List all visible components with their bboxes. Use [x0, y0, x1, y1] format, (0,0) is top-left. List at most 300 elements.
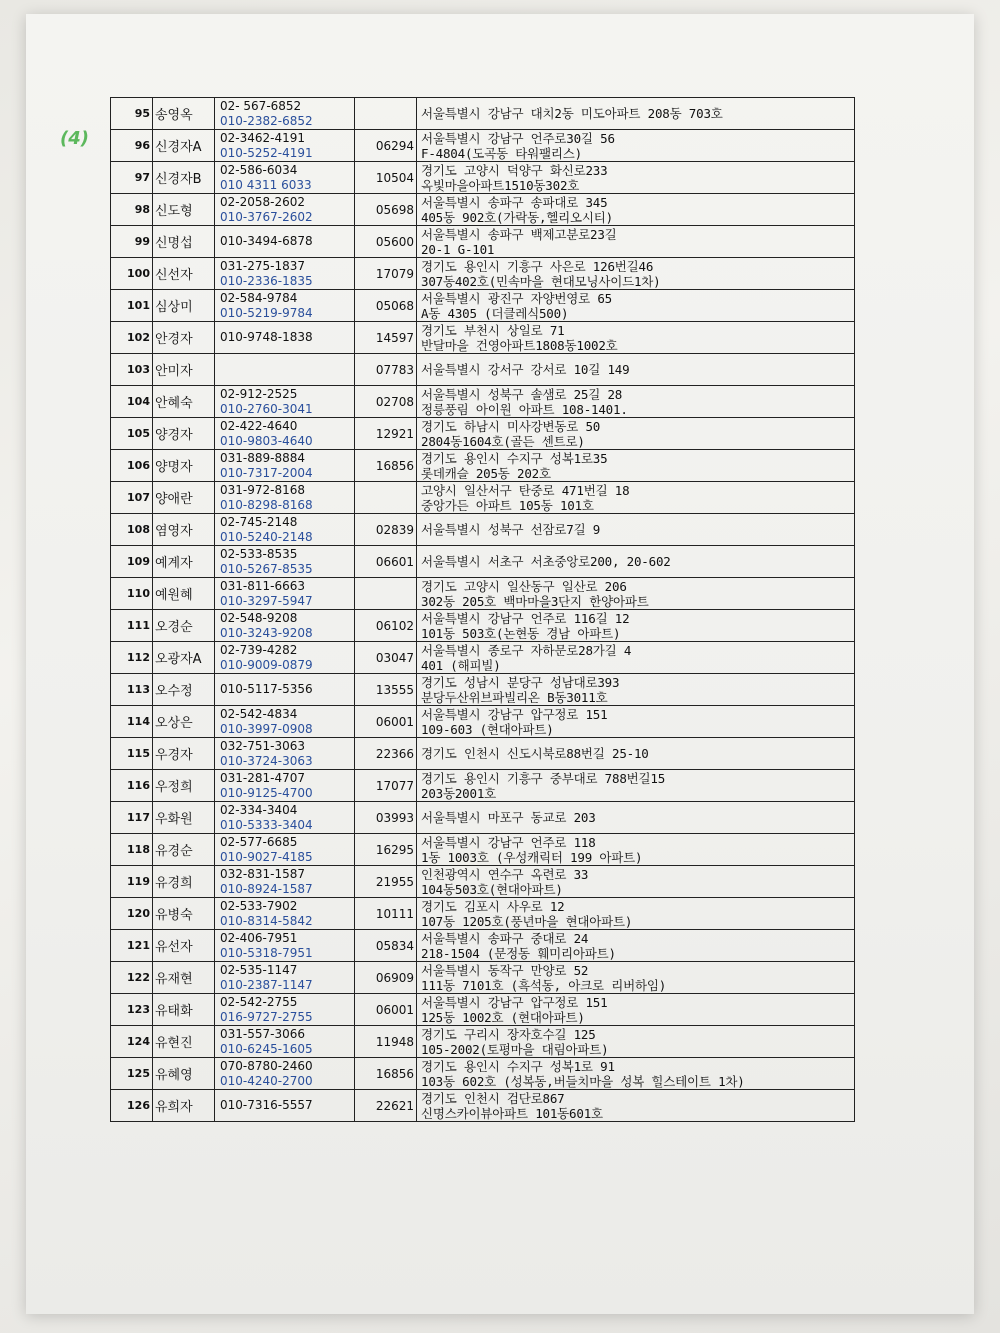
- row-number: 102: [111, 322, 153, 354]
- address-line-2: 신명스카이뷰아파트 101동601호: [421, 1105, 603, 1121]
- row-number: 124: [111, 1026, 153, 1058]
- address-line-2: 103동 602호 (성복동,버들치마을 성복 힐스테이트 1차): [421, 1073, 745, 1089]
- postal-code: 05600: [355, 226, 417, 258]
- postal-code: [355, 482, 417, 514]
- phone-primary: 032-831-1587: [220, 866, 306, 881]
- address-line-1: 서울특별시 송파구 백제고분로23길: [421, 226, 617, 242]
- table-row: [111, 738, 855, 770]
- address-line-2: 107동 1205호(풍년마을 현대아파트): [421, 913, 633, 929]
- phone-cell: [215, 1090, 355, 1122]
- phone-cell: [215, 770, 355, 802]
- address-line-1: 경기도 김포시 사우로 12: [421, 898, 565, 914]
- postal-code: 10111: [355, 898, 417, 930]
- phone-primary: 02-577-6685: [220, 834, 298, 849]
- contact-name: 유태화: [153, 994, 215, 1026]
- postal-code: 16295: [355, 834, 417, 866]
- phone-mobile: 010-3243-9208: [220, 625, 313, 640]
- address-cell: [417, 674, 855, 706]
- phone-primary: 02- 567-6852: [220, 98, 302, 113]
- table-row: [111, 162, 855, 194]
- table-row: [111, 930, 855, 962]
- phone-mobile: 010-5333-3404: [220, 817, 313, 832]
- phone-primary: 02-535-1147: [220, 962, 298, 977]
- phone-cell: [215, 866, 355, 898]
- postal-code: [355, 578, 417, 610]
- phone-cell: [215, 802, 355, 834]
- address-line-2: 20-1 G-101: [421, 241, 495, 257]
- address-cell: [417, 386, 855, 418]
- phone-mobile: 010-8298-8168: [220, 497, 313, 512]
- contact-name: 오광자A: [153, 642, 215, 674]
- contact-name: 유혜영: [153, 1058, 215, 1090]
- phone-mobile: 010-5318-7951: [220, 945, 313, 960]
- phone-cell: [215, 98, 355, 130]
- address-line-2: 307동402호(민속마을 현대모닝사이드1차): [421, 273, 661, 289]
- address-line-2: 1동 1003호 (우성캐릭터 199 아파트): [421, 849, 643, 865]
- phone-primary: 02-3462-4191: [220, 130, 306, 145]
- address-line-1: 인천광역시 연수구 옥련로 33: [421, 866, 589, 882]
- phone-mobile: 010-5219-9784: [220, 305, 313, 320]
- contact-name: 안경자: [153, 322, 215, 354]
- phone-cell: [215, 1058, 355, 1090]
- contact-name: 유병숙: [153, 898, 215, 930]
- row-number: 118: [111, 834, 153, 866]
- contact-name: 양명자: [153, 450, 215, 482]
- address-cell: [417, 898, 855, 930]
- phone-cell: [215, 610, 355, 642]
- address-line-2: 125동 1002호 (현대아파트): [421, 1009, 585, 1025]
- address-line-1: 서울특별시 송파구 송파대로 345: [421, 194, 608, 210]
- table-row: [111, 578, 855, 610]
- phone-cell: [215, 898, 355, 930]
- table-row: [111, 322, 855, 354]
- table-row: [111, 226, 855, 258]
- postal-code: 02839: [355, 514, 417, 546]
- phone-mobile: 010-8924-1587: [220, 881, 313, 896]
- row-number: 113: [111, 674, 153, 706]
- contact-name: 양애란: [153, 482, 215, 514]
- row-number: 126: [111, 1090, 153, 1122]
- address-line-1: 경기도 고양시 덕양구 화신로233: [421, 162, 608, 178]
- phone-cell: [215, 706, 355, 738]
- address-line-2: 분당두산위브파빌리온 B동3011호: [421, 689, 608, 705]
- postal-code: 11948: [355, 1026, 417, 1058]
- address-line-1: 경기도 용인시 기흥구 사은로 126번길46: [421, 258, 654, 274]
- postal-code: 16856: [355, 1058, 417, 1090]
- contact-name: 신경자B: [153, 162, 215, 194]
- row-number: 106: [111, 450, 153, 482]
- address-line-2: 203동2001호: [421, 785, 497, 801]
- table-row: [111, 674, 855, 706]
- phone-primary: 070-8780-2460: [220, 1058, 313, 1073]
- phone-primary: 031-281-4707: [220, 770, 306, 785]
- row-number: 115: [111, 738, 153, 770]
- phone-primary: 031-557-3066: [220, 1026, 306, 1041]
- phone-mobile: 010-9027-4185: [220, 849, 313, 864]
- row-number: 104: [111, 386, 153, 418]
- address-cell: [417, 1058, 855, 1090]
- address-line-2: 정릉풍림 아이원 아파트 108-1401.: [421, 401, 628, 417]
- address-line-2: 401 (해피빌): [421, 657, 501, 673]
- phone-mobile: 010 4311 6033: [220, 177, 312, 192]
- phone-primary: 010-9748-1838: [220, 330, 313, 344]
- row-number: 109: [111, 546, 153, 578]
- address-line-2: 104동503호(현대아파트): [421, 881, 563, 897]
- postal-code: 21955: [355, 866, 417, 898]
- table-row: [111, 98, 855, 130]
- postal-code: 06909: [355, 962, 417, 994]
- address-cell: [417, 642, 855, 674]
- address-line-1: 경기도 인천시 신도시북로88번길 25-10: [421, 746, 649, 761]
- contact-name: 유선자: [153, 930, 215, 962]
- phone-primary: 010-3494-6878: [220, 234, 313, 248]
- row-number: 122: [111, 962, 153, 994]
- contact-name: 심상미: [153, 290, 215, 322]
- phone-mobile: 010-2336-1835: [220, 273, 313, 288]
- postal-code: 14597: [355, 322, 417, 354]
- row-number: 98: [111, 194, 153, 226]
- address-line-1: 서울특별시 강남구 압구정로 151: [421, 706, 608, 722]
- table-row: [111, 386, 855, 418]
- address-cell: [417, 706, 855, 738]
- phone-cell: [215, 738, 355, 770]
- address-cell: [417, 994, 855, 1026]
- address-cell: [417, 354, 855, 386]
- row-number: 123: [111, 994, 153, 1026]
- phone-cell: [215, 962, 355, 994]
- postal-code: 05698: [355, 194, 417, 226]
- phone-cell: [215, 354, 355, 386]
- row-number: 103: [111, 354, 153, 386]
- table-row: [111, 706, 855, 738]
- address-line-1: 경기도 구리시 장자호수길 125: [421, 1026, 596, 1042]
- address-line-2: 101동 503호(논현동 경남 아파트): [421, 625, 621, 641]
- address-cell: [417, 482, 855, 514]
- address-cell: [417, 1026, 855, 1058]
- phone-primary: 02-2058-2602: [220, 194, 306, 209]
- postal-code: 22621: [355, 1090, 417, 1122]
- phone-primary: 02-533-8535: [220, 546, 298, 561]
- row-number: 96: [111, 130, 153, 162]
- contact-name: 안미자: [153, 354, 215, 386]
- table-row: [111, 898, 855, 930]
- table-row: [111, 482, 855, 514]
- phone-mobile: 010-5252-4191: [220, 145, 313, 160]
- address-line-1: 고양시 일산서구 탄중로 471번길 18: [421, 482, 630, 498]
- contact-name: 신선자: [153, 258, 215, 290]
- contact-name: 신경자A: [153, 130, 215, 162]
- phone-cell: [215, 482, 355, 514]
- row-number: 105: [111, 418, 153, 450]
- phone-cell: [215, 994, 355, 1026]
- phone-mobile: 010-3767-2602: [220, 209, 313, 224]
- postal-code: 07783: [355, 354, 417, 386]
- contact-table: [110, 97, 855, 1122]
- address-line-1: 경기도 용인시 기흥구 중부대로 788번길15: [421, 770, 666, 786]
- phone-cell: [215, 578, 355, 610]
- phone-primary: 010-5117-5356: [220, 682, 313, 696]
- address-cell: [417, 322, 855, 354]
- phone-primary: 032-751-3063: [220, 738, 306, 753]
- phone-primary: 02-912-2525: [220, 386, 298, 401]
- contact-name: 유경희: [153, 866, 215, 898]
- contact-name: 예원혜: [153, 578, 215, 610]
- address-cell: [417, 258, 855, 290]
- address-cell: [417, 546, 855, 578]
- address-line-1: 경기도 용인시 수지구 성복1로 91: [421, 1058, 615, 1074]
- address-cell: [417, 194, 855, 226]
- address-line-2: A동 4305 (더클레식500): [421, 305, 569, 321]
- address-line-2: 109-603 (현대아파트): [421, 721, 554, 737]
- phone-mobile: 010-3297-5947: [220, 593, 313, 608]
- phone-cell: [215, 290, 355, 322]
- phone-cell: [215, 386, 355, 418]
- table-row: [111, 866, 855, 898]
- address-line-2: 반달마을 건영아파트1808동1002호: [421, 337, 618, 353]
- row-number: 107: [111, 482, 153, 514]
- postal-code: 06102: [355, 610, 417, 642]
- contact-name: 오경순: [153, 610, 215, 642]
- contact-name: 우화원: [153, 802, 215, 834]
- postal-code: 16856: [355, 450, 417, 482]
- table-row: [111, 418, 855, 450]
- phone-primary: 010-7316-5557: [220, 1098, 313, 1112]
- phone-mobile: 010-9009-0879: [220, 657, 313, 672]
- phone-primary: 02-542-4834: [220, 706, 298, 721]
- postal-code: 17079: [355, 258, 417, 290]
- table-row: [111, 450, 855, 482]
- address-line-1: 서울특별시 강서구 강서로 10길 149: [421, 362, 630, 377]
- phone-primary: 02-533-7902: [220, 898, 298, 913]
- address-line-1: 서울특별시 동작구 만양로 52: [421, 962, 589, 978]
- contact-name: 우경자: [153, 738, 215, 770]
- phone-primary: 031-275-1837: [220, 258, 306, 273]
- row-number: 100: [111, 258, 153, 290]
- postal-code: 05068: [355, 290, 417, 322]
- table-row: [111, 770, 855, 802]
- table-row: [111, 130, 855, 162]
- address-cell: [417, 162, 855, 194]
- phone-mobile: 010-8314-5842: [220, 913, 313, 928]
- address-line-2: 옥빛마을아파트1510동302호: [421, 177, 580, 193]
- phone-cell: [215, 834, 355, 866]
- phone-mobile: 010-4240-2700: [220, 1073, 313, 1088]
- phone-cell: [215, 514, 355, 546]
- phone-primary: 031-889-8884: [220, 450, 306, 465]
- phone-cell: [215, 258, 355, 290]
- contact-name: 염영자: [153, 514, 215, 546]
- phone-primary: 02-548-9208: [220, 610, 298, 625]
- table-row: [111, 642, 855, 674]
- postal-code: 06601: [355, 546, 417, 578]
- address-cell: [417, 290, 855, 322]
- phone-cell: [215, 130, 355, 162]
- row-number: 111: [111, 610, 153, 642]
- postal-code: 05834: [355, 930, 417, 962]
- table-row: [111, 290, 855, 322]
- table-row: [111, 258, 855, 290]
- row-number: 125: [111, 1058, 153, 1090]
- address-line-1: 경기도 성남시 분당구 성남대로393: [421, 674, 620, 690]
- postal-code: 10504: [355, 162, 417, 194]
- row-number: 119: [111, 866, 153, 898]
- address-line-2: 302동 205호 백마마을3단지 한양아파트: [421, 593, 649, 609]
- phone-primary: 02-584-9784: [220, 290, 298, 305]
- postal-code: 22366: [355, 738, 417, 770]
- row-number: 97: [111, 162, 153, 194]
- address-line-1: 서울특별시 광진구 자양번영로 65: [421, 290, 613, 306]
- postal-code: [355, 98, 417, 130]
- phone-cell: [215, 930, 355, 962]
- address-cell: [417, 578, 855, 610]
- phone-cell: [215, 642, 355, 674]
- phone-cell: [215, 322, 355, 354]
- postal-code: 13555: [355, 674, 417, 706]
- page-marker: (4): [60, 128, 89, 149]
- address-cell: [417, 610, 855, 642]
- phone-primary: 02-586-6034: [220, 162, 298, 177]
- phone-mobile: 010-2382-6852: [220, 113, 313, 128]
- address-line-1: 서울특별시 서초구 서초중앙로200, 20-602: [421, 554, 671, 569]
- address-line-2: 111동 7101호 (흑석동, 아크로 리버하임): [421, 977, 667, 993]
- table-row: [111, 1058, 855, 1090]
- contact-name: 오수정: [153, 674, 215, 706]
- address-cell: [417, 98, 855, 130]
- address-cell: [417, 130, 855, 162]
- postal-code: 02708: [355, 386, 417, 418]
- table-row: [111, 194, 855, 226]
- address-line-1: 서울특별시 강남구 언주로 118: [421, 834, 596, 850]
- phone-cell: [215, 194, 355, 226]
- phone-mobile: 010-9803-4640: [220, 433, 313, 448]
- table-row: [111, 546, 855, 578]
- address-line-1: 경기도 고양시 일산동구 일산로 206: [421, 578, 627, 594]
- address-cell: [417, 418, 855, 450]
- row-number: 120: [111, 898, 153, 930]
- phone-cell: [215, 546, 355, 578]
- phone-primary: 02-739-4282: [220, 642, 298, 657]
- phone-cell: [215, 674, 355, 706]
- address-cell: [417, 866, 855, 898]
- address-line-1: 서울특별시 강남구 압구정로 151: [421, 994, 608, 1010]
- phone-cell: [215, 450, 355, 482]
- phone-primary: 02-422-4640: [220, 418, 298, 433]
- address-line-1: 서울특별시 강남구 대치2동 미도아파트 208동 703호: [421, 106, 723, 121]
- address-line-1: 경기도 인천시 검단로867: [421, 1090, 565, 1106]
- phone-mobile: 010-3997-0908: [220, 721, 313, 736]
- phone-mobile: 010-7317-2004: [220, 465, 313, 480]
- phone-cell: [215, 226, 355, 258]
- postal-code: 17077: [355, 770, 417, 802]
- address-line-2: 105-2002(토평마을 대림아파트): [421, 1041, 609, 1057]
- postal-code: 03047: [355, 642, 417, 674]
- phone-primary: 02-406-7951: [220, 930, 298, 945]
- address-line-2: 218-1504 (문정동 훼미리아파트): [421, 945, 616, 961]
- table-row: [111, 1026, 855, 1058]
- contact-name: 안혜숙: [153, 386, 215, 418]
- phone-primary: 031-972-8168: [220, 482, 306, 497]
- row-number: 112: [111, 642, 153, 674]
- contact-name: 오상은: [153, 706, 215, 738]
- address-line-2: F-4804(도곡동 타워팰리스): [421, 145, 582, 161]
- postal-code: 03993: [355, 802, 417, 834]
- phone-cell: [215, 162, 355, 194]
- address-line-2: 2804동1604호(골든 센트로): [421, 433, 585, 449]
- address-line-2: 롯데캐슬 205동 202호: [421, 465, 551, 481]
- contact-name: 예계자: [153, 546, 215, 578]
- address-line-1: 서울특별시 강남구 언주로30길 56: [421, 130, 615, 146]
- row-number: 108: [111, 514, 153, 546]
- address-line-2: 405동 902호(가락동,헬리오시티): [421, 209, 614, 225]
- address-line-1: 경기도 하남시 미사강변동로 50: [421, 418, 601, 434]
- address-cell: [417, 802, 855, 834]
- address-cell: [417, 770, 855, 802]
- address-line-1: 서울특별시 종로구 자하문로28가길 4: [421, 642, 632, 658]
- address-cell: [417, 930, 855, 962]
- phone-mobile: 010-2387-1147: [220, 977, 313, 992]
- table-row: [111, 1090, 855, 1122]
- table-row: [111, 834, 855, 866]
- row-number: 110: [111, 578, 153, 610]
- contact-name: 유현진: [153, 1026, 215, 1058]
- address-line-1: 서울특별시 마포구 동교로 203: [421, 810, 596, 825]
- address-cell: [417, 450, 855, 482]
- phone-primary: 02-542-2755: [220, 994, 298, 1009]
- contact-name: 송영옥: [153, 98, 215, 130]
- contact-name: 신도형: [153, 194, 215, 226]
- postal-code: 12921: [355, 418, 417, 450]
- row-number: 101: [111, 290, 153, 322]
- phone-mobile: 016-9727-2755: [220, 1009, 313, 1024]
- phone-primary: 02-745-2148: [220, 514, 298, 529]
- postal-code: 06001: [355, 994, 417, 1026]
- table-row: [111, 994, 855, 1026]
- contact-name: 유재현: [153, 962, 215, 994]
- phone-mobile: 010-2760-3041: [220, 401, 313, 416]
- phone-mobile: 010-5267-8535: [220, 561, 313, 576]
- row-number: 117: [111, 802, 153, 834]
- address-line-1: 경기도 부천시 상일로 71: [421, 322, 565, 338]
- row-number: 121: [111, 930, 153, 962]
- contact-name: 양경자: [153, 418, 215, 450]
- contact-name: 우정희: [153, 770, 215, 802]
- address-line-1: 서울특별시 송파구 중대로 24: [421, 930, 589, 946]
- address-line-2: 중앙가든 아파트 105동 101호: [421, 497, 594, 513]
- table-row: [111, 802, 855, 834]
- address-cell: [417, 226, 855, 258]
- address-cell: [417, 514, 855, 546]
- address-cell: [417, 1090, 855, 1122]
- address-line-1: 서울특별시 성북구 솔샘로 25길 28: [421, 386, 623, 402]
- phone-mobile: 010-5240-2148: [220, 529, 313, 544]
- contact-name: 유경순: [153, 834, 215, 866]
- contact-name: 유희자: [153, 1090, 215, 1122]
- postal-code: 06001: [355, 706, 417, 738]
- phone-cell: [215, 418, 355, 450]
- contact-name: 신명섭: [153, 226, 215, 258]
- phone-mobile: 010-9125-4700: [220, 785, 313, 800]
- address-line-1: 서울특별시 성북구 선잠로7길 9: [421, 522, 601, 537]
- phone-primary: 02-334-3404: [220, 802, 298, 817]
- phone-mobile: 010-6245-1605: [220, 1041, 313, 1056]
- table-row: [111, 354, 855, 386]
- row-number: 116: [111, 770, 153, 802]
- address-cell: [417, 962, 855, 994]
- table-row: [111, 514, 855, 546]
- address-cell: [417, 738, 855, 770]
- phone-mobile: 010-3724-3063: [220, 753, 313, 768]
- address-line-1: 경기도 용인시 수지구 성복1로35: [421, 450, 608, 466]
